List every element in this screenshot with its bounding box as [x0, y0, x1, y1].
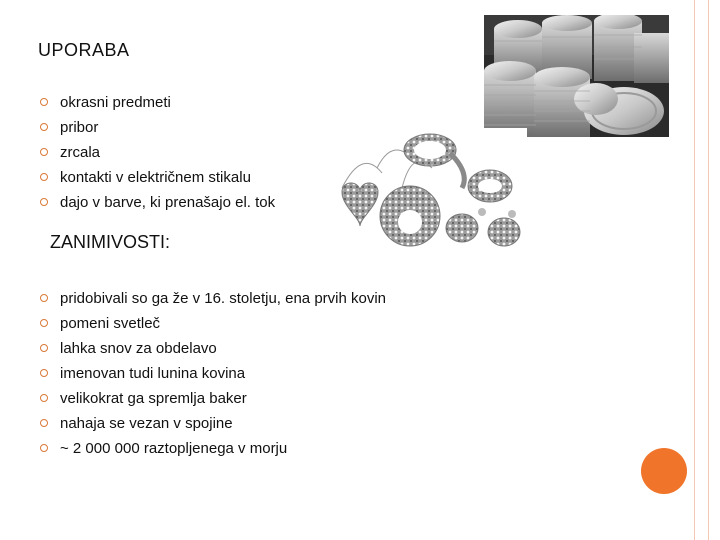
list-item — [40, 190, 275, 215]
bullet-icon — [40, 98, 48, 106]
list-item — [40, 436, 386, 461]
list-item-text: lahka snov za obdelavo — [60, 340, 217, 357]
slide-border-line — [694, 0, 695, 540]
list-item — [40, 361, 386, 386]
silver-jewelry-image — [322, 128, 527, 254]
bullet-icon — [40, 123, 48, 131]
uses-list — [40, 90, 275, 215]
bullet-icon — [40, 369, 48, 377]
list-item-text: zrcala — [60, 144, 101, 161]
list-item — [40, 165, 275, 190]
slide-border-line — [708, 0, 709, 540]
list-item-text: ~ 2 000 000 raztopljenega v morju — [60, 440, 288, 457]
list-item — [40, 115, 275, 140]
list-item — [40, 140, 275, 165]
slide-title: UPORABA — [38, 40, 130, 60]
list-item — [40, 411, 386, 436]
bullet-icon — [40, 148, 48, 156]
list-item-text: nahaja se vezan v spojine — [60, 415, 233, 432]
bullet-icon — [40, 419, 48, 427]
list-item-text: pribor — [60, 119, 99, 136]
list-item — [40, 336, 386, 361]
section-heading: ZANIMIVOSTI: — [50, 232, 171, 252]
list-item — [40, 311, 386, 336]
decorative-circle — [641, 448, 687, 494]
list-item — [40, 90, 275, 115]
bullet-icon — [40, 319, 48, 327]
list-item-text: pridobivali so ga že v 16. stoletju, ena prvih kovin — [60, 290, 387, 307]
list-item — [40, 286, 386, 311]
facts-list — [40, 286, 386, 461]
silver-coins-image — [484, 15, 669, 137]
list-item-text: velikokrat ga spremlja baker — [60, 390, 247, 407]
list-item-text: dajo v barve, ki prenašajo el. tok — [60, 194, 276, 211]
list-item-text: imenovan tudi lunina kovina — [60, 365, 246, 382]
bullet-icon — [40, 444, 48, 452]
list-item-text: pomeni svetleč — [60, 315, 161, 332]
list-item — [40, 386, 386, 411]
bullet-icon — [40, 198, 48, 206]
bullet-icon — [40, 394, 48, 402]
list-item-text: okrasni predmeti — [60, 94, 171, 111]
bullet-icon — [40, 173, 48, 181]
bullet-icon — [40, 294, 48, 302]
list-item-text: kontakti v električnem stikalu — [60, 169, 251, 186]
bullet-icon — [40, 344, 48, 352]
